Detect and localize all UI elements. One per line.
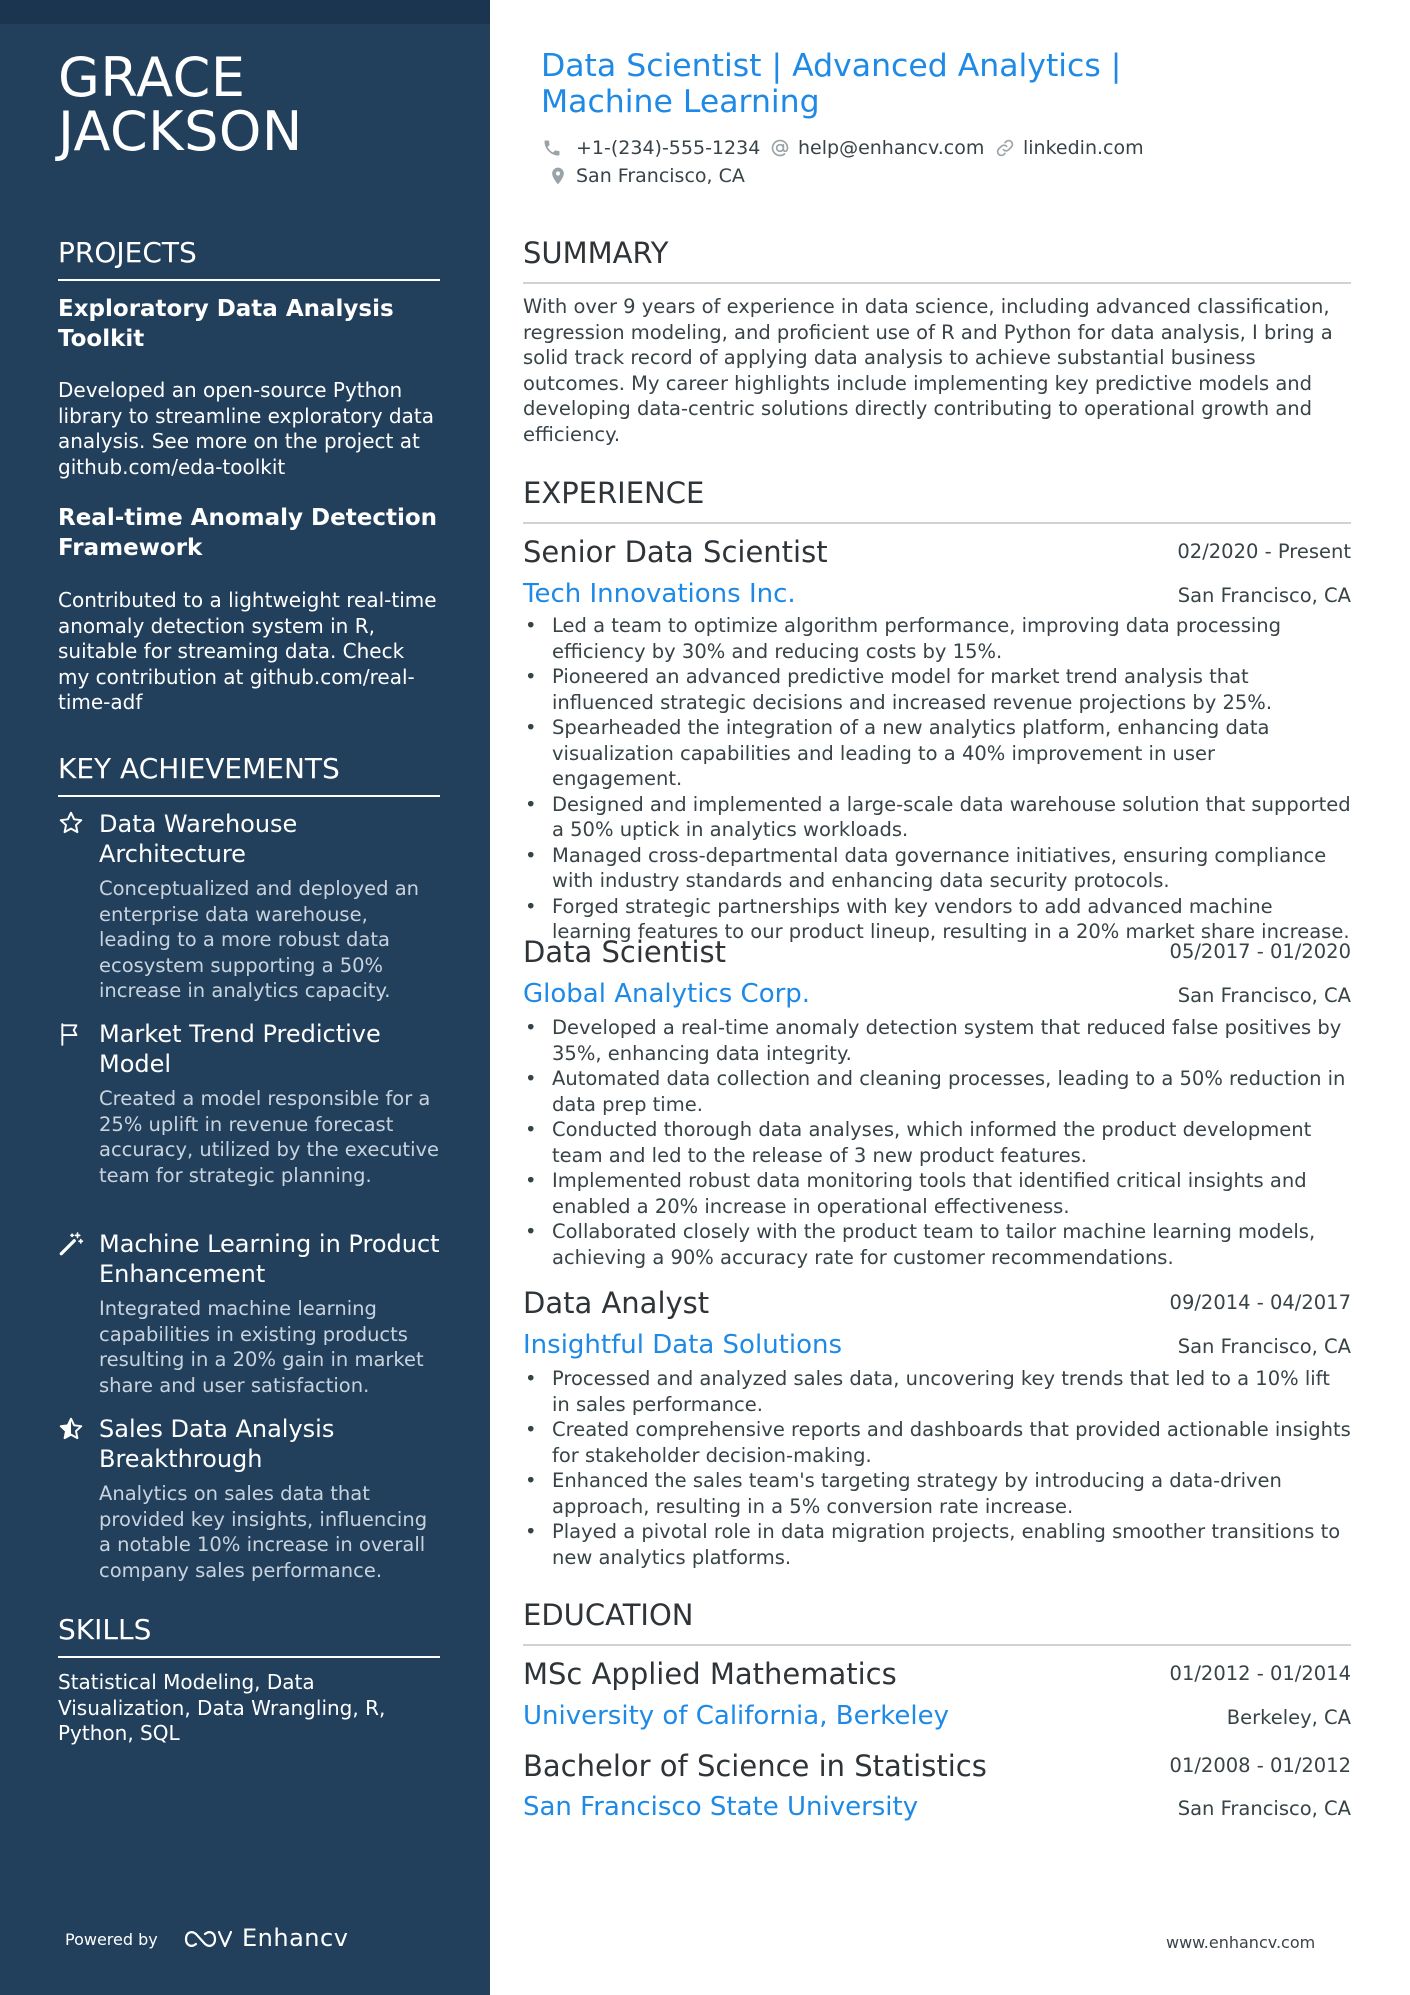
education-heading: EDUCATION: [523, 1598, 1351, 1646]
list-item: • Developed a real-time anomaly detection system that reduced false positives by 35%, enhancing data integrity.: [523, 1015, 1351, 1066]
job-bullets: [523, 613, 1351, 945]
contact-linkedin[interactable]: linkedin.com: [1023, 137, 1144, 159]
list-item: • Enhanced the sales team's targeting strategy by introducing a data-driven approach, resulting in a 5% conversion rate increase.: [523, 1468, 1351, 1519]
experience-heading: EXPERIENCE: [523, 476, 1351, 524]
enhancv-logo-icon[interactable]: [183, 1925, 233, 1953]
job-company[interactable]: Global Analytics Corp.: [523, 979, 811, 1009]
project-description: Contributed to a lightweight real-time anomaly detection system in R, suitable for streaming data. Check my contribution at github.com/real-time-adf: [58, 588, 437, 714]
list-item: • Collaborated closely with the product team to tailor machine learning models, achieving a 90% accuracy rate for customer recommendations.: [523, 1219, 1351, 1270]
summary-text: With over 9 years of experience in data science, including advanced classification, regression modeling, and proficient use of R and Python for data analysis, I bring a solid track record of applying data analysis to achieve substantial business outcomes. My career highlights include implementing key predictive models and developing data-centric solutions directly contributing to operational growth and efficiency.: [523, 295, 1333, 446]
job-location: San Francisco, CA: [1177, 1335, 1351, 1358]
education-dates: 01/2008 - 01/2012: [1169, 1754, 1351, 1777]
job-dates: 05/2017 - 01/2020: [1169, 940, 1351, 963]
location-pin-icon: [548, 166, 568, 186]
list-item: • Played a pivotal role in data migration projects, enabling smoother transitions to new analytics platforms.: [523, 1519, 1351, 1570]
job-title: Data Scientist: [523, 935, 726, 969]
list-item: • Pioneered an advanced predictive model for market trend analysis that influenced strategic decisions and increased revenue projections by 25%.: [523, 664, 1351, 715]
projects-heading: PROJECTS: [58, 236, 440, 281]
project-title: Exploratory Data Analysis Toolkit: [58, 296, 394, 352]
job-company[interactable]: Tech Innovations Inc.: [523, 579, 796, 609]
list-item: • Spearheaded the integration of a new analytics platform, enhancing data visualization capabilities and leading to a 40% improvement in user engagement.: [523, 715, 1351, 792]
job-location: San Francisco, CA: [1177, 584, 1351, 607]
job-bullets: [523, 1015, 1351, 1270]
first-name: GRACE: [58, 46, 246, 109]
achievement-description: Integrated machine learning capabilities in existing products resulting in a 20% gain in market share and user satisfaction.: [99, 1297, 424, 1397]
achievement-title: Sales Data Analysis Breakthrough: [99, 1415, 335, 1473]
contact-email[interactable]: help@enhancv.com: [798, 137, 985, 159]
achievement-description: Conceptualized and deployed an enterprise data warehouse, leading to a more robust data ecosystem supporting a 50% increase in analytics capacity.: [99, 877, 420, 1002]
star-half-icon: [58, 1416, 84, 1442]
list-item: • Implemented robust data monitoring tools that identified critical insights and enabled a 20% increase in operational effectiveness.: [523, 1168, 1351, 1219]
job-dates: 09/2014 - 04/2017: [1169, 1291, 1351, 1314]
job-title: Data Analyst: [523, 1286, 710, 1320]
school-name[interactable]: University of California, Berkeley: [523, 1701, 949, 1731]
project-description: Developed an open-source Python library to streamline exploratory data analysis. See more on the project at github.com/eda-toolkit: [58, 378, 434, 479]
achievement-description: Created a model responsible for a 25% uplift in revenue forecast accuracy, utilized by the executive team for strategic planning.: [99, 1087, 440, 1187]
phone-icon: [542, 138, 562, 158]
at-icon: [770, 138, 790, 158]
list-item: • Led a team to optimize algorithm performance, improving data processing efficiency by 30% and reducing costs by 15%.: [523, 613, 1351, 664]
school-location: Berkeley, CA: [1226, 1706, 1351, 1729]
skills-list: Statistical Modeling, Data Visualization, Data Wrangling, R, Python, SQL: [58, 1670, 386, 1745]
school-name[interactable]: San Francisco State University: [523, 1792, 919, 1822]
job-dates: 02/2020 - Present: [1177, 540, 1351, 563]
flag-icon: [58, 1021, 84, 1047]
job-company[interactable]: Insightful Data Solutions: [523, 1330, 843, 1360]
list-item: • Forged strategic partnerships with key vendors to add advanced machine learning features to our product lineup, resulting in a 20% market share increase.: [523, 894, 1351, 945]
list-item: • Designed and implemented a large-scale data warehouse solution that supported a 50% uptick in analytics workloads.: [523, 792, 1351, 843]
list-item: • Created comprehensive reports and dashboards that provided actionable insights for stakeholder decision-making.: [523, 1417, 1351, 1468]
list-item: • Managed cross-departmental data governance initiatives, ensuring compliance with industry standards and enhancing data security protocols.: [523, 843, 1351, 894]
list-item: • Conducted thorough data analyses, which informed the product development team and led to the release of 3 new product features.: [523, 1117, 1351, 1168]
job-title: Senior Data Scientist: [523, 535, 828, 569]
project-title: Real-time Anomaly Detection Framework: [58, 505, 438, 561]
footer-url[interactable]: www.enhancv.com: [1166, 1933, 1316, 1952]
achievement-title: Data Warehouse Architecture: [99, 810, 298, 868]
education-dates: 01/2012 - 01/2014: [1169, 1662, 1351, 1685]
star-outline-icon: [58, 810, 84, 836]
powered-by-label: Powered by: [65, 1930, 158, 1949]
achievement-description: Analytics on sales data that provided key insights, influencing a notable 10% increase in overall company sales performance.: [99, 1482, 428, 1582]
summary-heading: SUMMARY: [523, 236, 1351, 284]
magic-wand-icon: [58, 1231, 84, 1257]
list-item: • Processed and analyzed sales data, uncovering key trends that led to a 10% lift in sales performance.: [523, 1366, 1351, 1417]
sidebar: [0, 0, 490, 1995]
achievements-heading: KEY ACHIEVEMENTS: [58, 752, 440, 797]
job-bullets: [523, 1366, 1351, 1570]
school-location: San Francisco, CA: [1177, 1797, 1351, 1820]
link-icon: [995, 138, 1015, 158]
headline: Data Scientist | Advanced Analytics | Machine Learning: [541, 48, 1122, 120]
achievement-title: Market Trend Predictive Model: [99, 1020, 381, 1078]
sidebar-top-band: [0, 0, 490, 24]
last-name: JACKSON: [58, 100, 303, 163]
skills-heading: SKILLS: [58, 1613, 440, 1658]
achievement-title: Machine Learning in Product Enhancement: [99, 1230, 440, 1288]
degree-title: MSc Applied Mathematics: [523, 1657, 897, 1691]
contact-location: San Francisco, CA: [576, 165, 745, 187]
contact-phone[interactable]: +1-(234)-555-1234: [576, 137, 761, 159]
list-item: • Automated data collection and cleaning processes, leading to a 50% reduction in data prep time.: [523, 1066, 1351, 1117]
degree-title: Bachelor of Science in Statistics: [523, 1749, 987, 1783]
enhancv-brand-name[interactable]: Enhancv: [242, 1924, 349, 1952]
job-location: San Francisco, CA: [1177, 984, 1351, 1007]
